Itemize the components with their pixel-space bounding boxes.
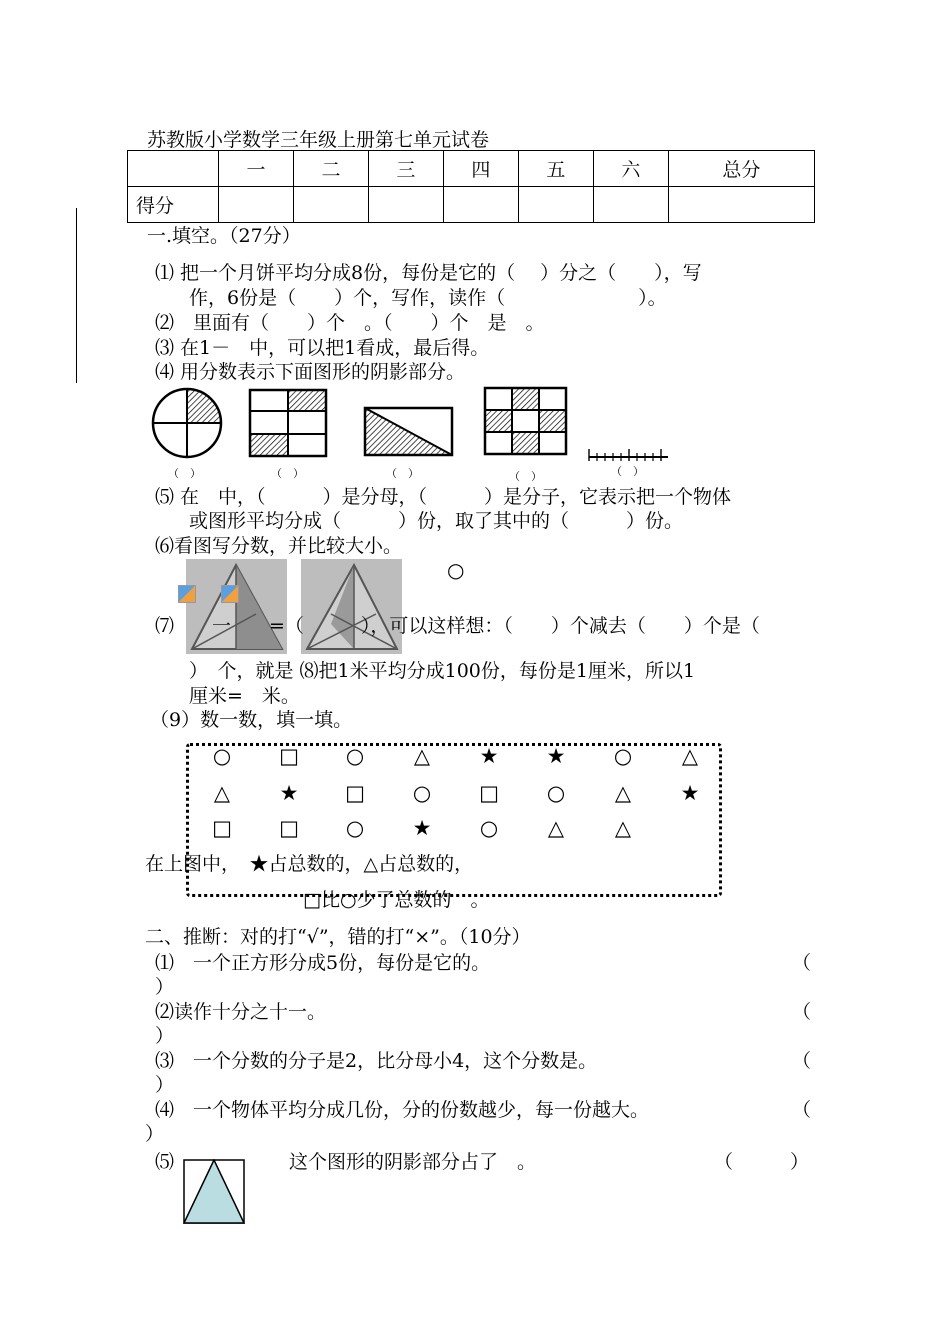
compare-circle[interactable]: ○ <box>447 558 465 582</box>
score-header-cell: 四 <box>443 151 518 187</box>
symbol: △ <box>681 744 699 768</box>
figure-answer-paren: （ ） <box>509 470 542 483</box>
score-header-cell: 二 <box>293 151 368 187</box>
q3: ⑶ 在1－ 中，可以把1看成，最后得。 <box>155 337 490 359</box>
q1-line2: 作，6份是（ ）个，写作，读作（ ）。 <box>189 287 667 309</box>
symbol: ★ <box>279 781 299 805</box>
q1-line1: ⑴ 把一个月饼平均分成8份，每份是它的（ ）分之（ ），写 <box>155 262 702 284</box>
symbol: ○ <box>479 816 499 840</box>
score-row-label: 得分 <box>128 187 219 223</box>
judge-answer-close[interactable]: ） <box>145 1123 165 1145</box>
q7-line1: ⑺ 一 =（ ），可以这样想：（ ）个减去（ ）个是（ <box>155 615 760 637</box>
judge-item-text: ⑵读作十分之十一。 <box>155 1001 327 1023</box>
q4: ⑷ 用分数表示下面图形的阴影部分。 <box>155 361 466 383</box>
ruler-figure <box>589 449 668 461</box>
checker-figure <box>485 388 566 454</box>
symbol: □ <box>279 744 299 768</box>
symbol: ★ <box>680 781 700 805</box>
judge-answer-open[interactable]: （ <box>792 1099 812 1121</box>
judge-item-text: ⑴ 一个正方形分成5份，每份是它的。 <box>155 952 491 974</box>
binding-line <box>76 208 77 383</box>
symbol: ★ <box>479 744 499 768</box>
q5-line1: ⑸ 在 中，（ ）是分母，（ ）是分子，它表示把一个物体 <box>155 486 732 508</box>
score-table <box>127 150 815 223</box>
symbol: △ <box>614 781 632 805</box>
symbol: □ <box>345 781 365 805</box>
grid-figure <box>250 390 326 456</box>
symbol: ○ <box>546 781 566 805</box>
score-header-cell: 一 <box>219 151 294 187</box>
q7-line2: ） 个，就是 ⑻把1米平均分成100份，每份是1厘米，所以1 <box>189 660 696 682</box>
symbol: ○ <box>345 816 365 840</box>
score-header-cell: 五 <box>518 151 593 187</box>
symbol: ★ <box>546 744 566 768</box>
judge-answer-open[interactable]: （ <box>792 952 812 974</box>
q9-fill1: 在上图中， ★占总数的，△占总数的， <box>145 853 474 875</box>
symbol: ○ <box>345 744 365 768</box>
score-input-cell[interactable] <box>668 187 814 223</box>
judge-answer-open[interactable]: （ <box>792 1001 812 1023</box>
score-table-header-row <box>128 151 815 187</box>
symbol: △ <box>413 744 431 768</box>
judge-item-text: ⑶ 一个分数的分子是2，比分母小4，这个分数是。 <box>155 1050 598 1072</box>
page-title: 苏教版小学数学三年级上册第七单元试卷 <box>147 129 490 151</box>
symbol: △ <box>614 816 632 840</box>
section1-heading: 一.填空。（27分） <box>147 225 301 247</box>
judge-answer-close[interactable]: ） <box>155 976 175 998</box>
symbol: □ <box>479 781 499 805</box>
triangle-photo-right <box>301 559 402 654</box>
circle-figure <box>153 389 221 457</box>
rectangle-figure <box>365 408 452 455</box>
broken-image-icon <box>178 585 196 603</box>
symbol: □ <box>212 816 232 840</box>
q5-line2: 或图形平均分成（ ）份，取了其中的（ ）份。 <box>189 510 684 532</box>
q9: （9）数一数，填一填。 <box>150 709 353 731</box>
symbol: □ <box>279 816 299 840</box>
q7-line3: 厘米= 米。 <box>189 685 300 707</box>
score-input-cell[interactable] <box>219 187 294 223</box>
section2-heading: 二、推断：对的打“√”，错的打“×”。（10分） <box>145 926 531 948</box>
score-table-row <box>128 187 815 223</box>
score-input-cell[interactable] <box>518 187 593 223</box>
q9-fill2: □比○少了总数的 。 <box>303 889 490 911</box>
figure-answer-paren: （ ） <box>271 467 304 480</box>
score-header-cell: 总分 <box>668 151 814 187</box>
symbol: ○ <box>613 744 633 768</box>
figure-answer-paren: （ ） <box>168 467 201 480</box>
q2: ⑵ 里面有（ ）个 。（ ）个 是 。 <box>155 312 545 334</box>
broken-image-icon <box>221 585 239 603</box>
symbol: ★ <box>412 816 432 840</box>
score-input-cell[interactable] <box>368 187 443 223</box>
score-header-cell: 六 <box>593 151 668 187</box>
judge-answer-close[interactable]: ） <box>155 1025 175 1047</box>
score-header-cell: 三 <box>368 151 443 187</box>
judge-answer-open[interactable]: （ <box>792 1050 812 1072</box>
judge-q5-number: ⑸ <box>155 1151 175 1173</box>
figure-answer-paren: （ ） <box>386 467 419 480</box>
triangle-in-square-figure <box>183 1159 246 1225</box>
judge-q5-answer[interactable]: （ ） <box>714 1151 810 1173</box>
judge-answer-close[interactable]: ） <box>155 1074 175 1096</box>
score-input-cell[interactable] <box>593 187 668 223</box>
judge-q5-text: 这个图形的阴影部分占了 。 <box>289 1151 537 1173</box>
symbol: △ <box>213 781 231 805</box>
triangle-photo-left <box>186 559 287 654</box>
q6: ⑹看图写分数，并比较大小。 <box>155 535 403 557</box>
score-header-cell <box>128 151 219 187</box>
judge-item-text: ⑷ 一个物体平均分成几份，分的份数越少，每一份越大。 <box>155 1099 650 1121</box>
symbol: ○ <box>412 781 432 805</box>
symbol: △ <box>547 816 565 840</box>
score-input-cell[interactable] <box>293 187 368 223</box>
figure-answer-paren: （ ） <box>611 465 644 478</box>
score-input-cell[interactable] <box>443 187 518 223</box>
symbol: ○ <box>212 744 232 768</box>
